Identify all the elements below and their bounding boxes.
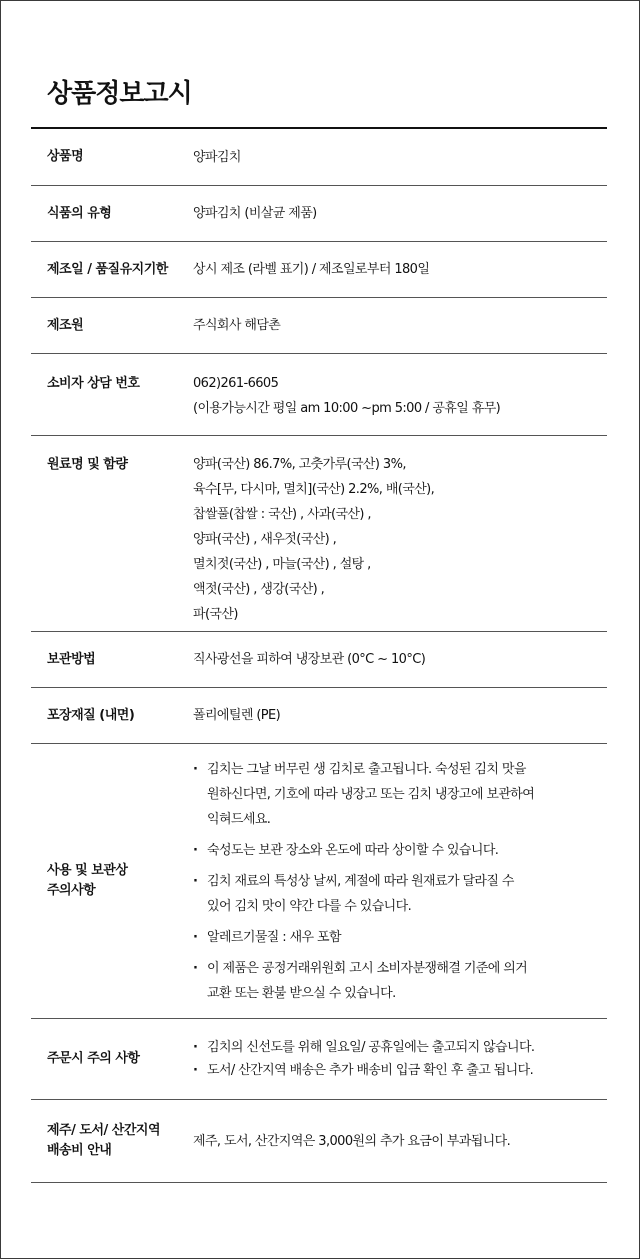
product-info-table [31,127,607,1183]
row-label: 원료명 및 함량 [47,457,128,472]
row-label: 소비자 상담 번호 [47,376,140,391]
list-item: · 이 제품은 공정거래위원회 고시 소비자분쟁해결 기준에 의거 교환 또는 환불 받으실 수 있습니다. [193,956,607,1006]
row-usage-cautions [31,744,607,1019]
row-value [193,757,607,1006]
row-value [193,1036,607,1082]
row-value: 직사광선을 피하여 냉장보관 (0°C ~ 10°C) [193,652,426,667]
contact-hours: (이용가능시간 평일 am 10:00 ~pm 5:00 / 공휴일 휴무) [193,401,501,416]
list-item: · 김치의 신선도를 위해 일요일/ 공휴일에는 출고되지 않습니다. [193,1036,607,1059]
row-label: 제조일 / 품질유지기한 [47,261,168,277]
row-value: 폴리에틸렌 (PE) [193,708,281,723]
row-value: 양파(국산) 86.7%, 고춧가루(국산) 3%, 육수[무, 다시마, 멸치](국산) 2.2%, 배(국산), 찹쌀풀(찹쌀 : 국산) , 사과(국산) , 양파(국산) , 새우젓(국산) , 멸치젓(국산) , 마늘(국산) , 설탕 , 액젓(국산) , 생강(국산) , 파(국산) [193,457,435,622]
row-value: 제주, 도서, 산간지역은 3,000원의 추가 요금이 부과됩니다. [193,1133,511,1149]
list-item: · 숙성도는 보관 장소와 온도에 따라 상이할 수 있습니다. [193,838,607,863]
row-label: 제조원 [47,317,84,333]
row-manufacture-date [31,242,607,298]
row-value: 양파김치 (비살균 제품) [193,206,317,221]
row-consumer-contact [31,354,607,436]
caution-list [193,757,607,1006]
row-label: 사용 및 보관상 주의사항 [47,863,128,898]
row-label: 포장재질 (내면) [47,707,135,723]
row-value: 상시 제조 (라벨 표기) / 제조일로부터 180일 [193,262,430,277]
phone-number: 062)261-6605 [193,376,279,391]
row-ingredients [31,436,607,632]
list-item: · 알레르기물질 : 새우 포함 [193,925,607,950]
row-label: 식품의 유형 [47,205,112,221]
row-label: 주문시 주의 사항 [47,1051,140,1066]
row-value: 양파김치 [193,149,241,165]
row-storage-method [31,632,607,688]
row-value [193,371,607,421]
order-caution-list [193,1036,607,1082]
row-manufacturer [31,298,607,354]
row-label: 상품명 [47,149,84,164]
list-item: · 김치는 그날 버무린 생 김치로 출고됩니다. 숙성된 김치 맛을 원하신다면, 기호에 따라 냉장고 또는 김치 냉장고에 보관하여 익혀드세요. [193,757,607,832]
row-packaging [31,688,607,744]
row-value: 주식회사 해담촌 [193,318,281,333]
row-label: 보관방법 [47,651,96,667]
row-order-cautions [31,1019,607,1100]
list-item: · 김치 재료의 특성상 날씨, 계절에 따라 원재료가 달라질 수 있어 김치 맛이 약간 다를 수 있습니다. [193,869,607,919]
page-title: 상품정보고시 [47,79,192,109]
row-label: 제주/ 도서/ 산간지역 배송비 안내 [47,1123,161,1158]
row-product-name [31,129,607,186]
row-food-type [31,186,607,242]
row-shipping-fee [31,1100,607,1183]
list-item: · 도서/ 산간지역 배송은 추가 배송비 입금 확인 후 출고 됩니다. [193,1059,607,1082]
